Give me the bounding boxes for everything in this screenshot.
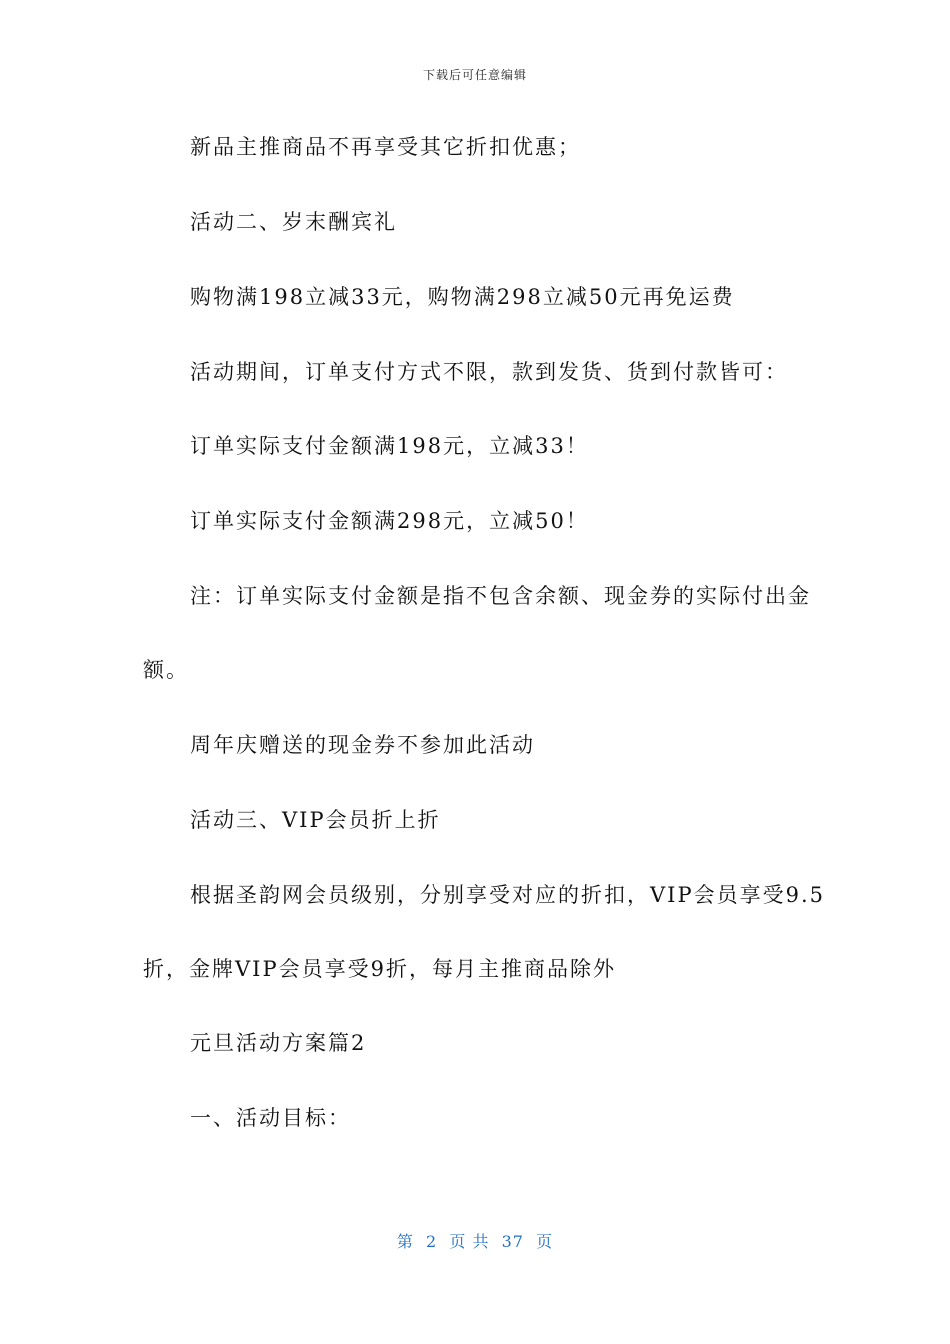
body-line-3: 购物满198立减33元，购物满298立减50元再免运费 [190,285,735,309]
body-line-10: 活动三、VIP会员折上折 [190,808,441,832]
body-line-2: 活动二、岁末酬宾礼 [190,210,397,234]
body-line-13: 元旦活动方案篇2 [190,1031,367,1055]
page-number-footer: 第 2 页 共 37 页 [396,1232,554,1251]
body-line-1: 新品主推商品不再享受其它折扣优惠； [190,135,581,159]
body-line-4: 活动期间，订单支付方式不限，款到发货、货到付款皆可： [190,360,788,384]
body-line-9: 周年庆赠送的现金券不参加此活动 [190,733,535,757]
body-line-11: 根据圣韵网会员级别，分别享受对应的折扣，VIP会员享受9.5 [190,883,825,907]
body-line-7: 注：订单实际支付金额是指不包含余额、现金券的实际付出金 [190,584,811,608]
page-header-note: 下载后可任意编辑 [422,68,527,82]
body-line-5: 订单实际支付金额满198元，立减33！ [190,434,589,458]
body-line-12: 折，金牌VIP会员享受9折，每月主推商品除外 [143,957,616,981]
body-line-6: 订单实际支付金额满298元，立减50！ [190,509,589,533]
body-line-14: 一、活动目标： [190,1106,351,1130]
body-line-8: 额。 [143,658,189,682]
